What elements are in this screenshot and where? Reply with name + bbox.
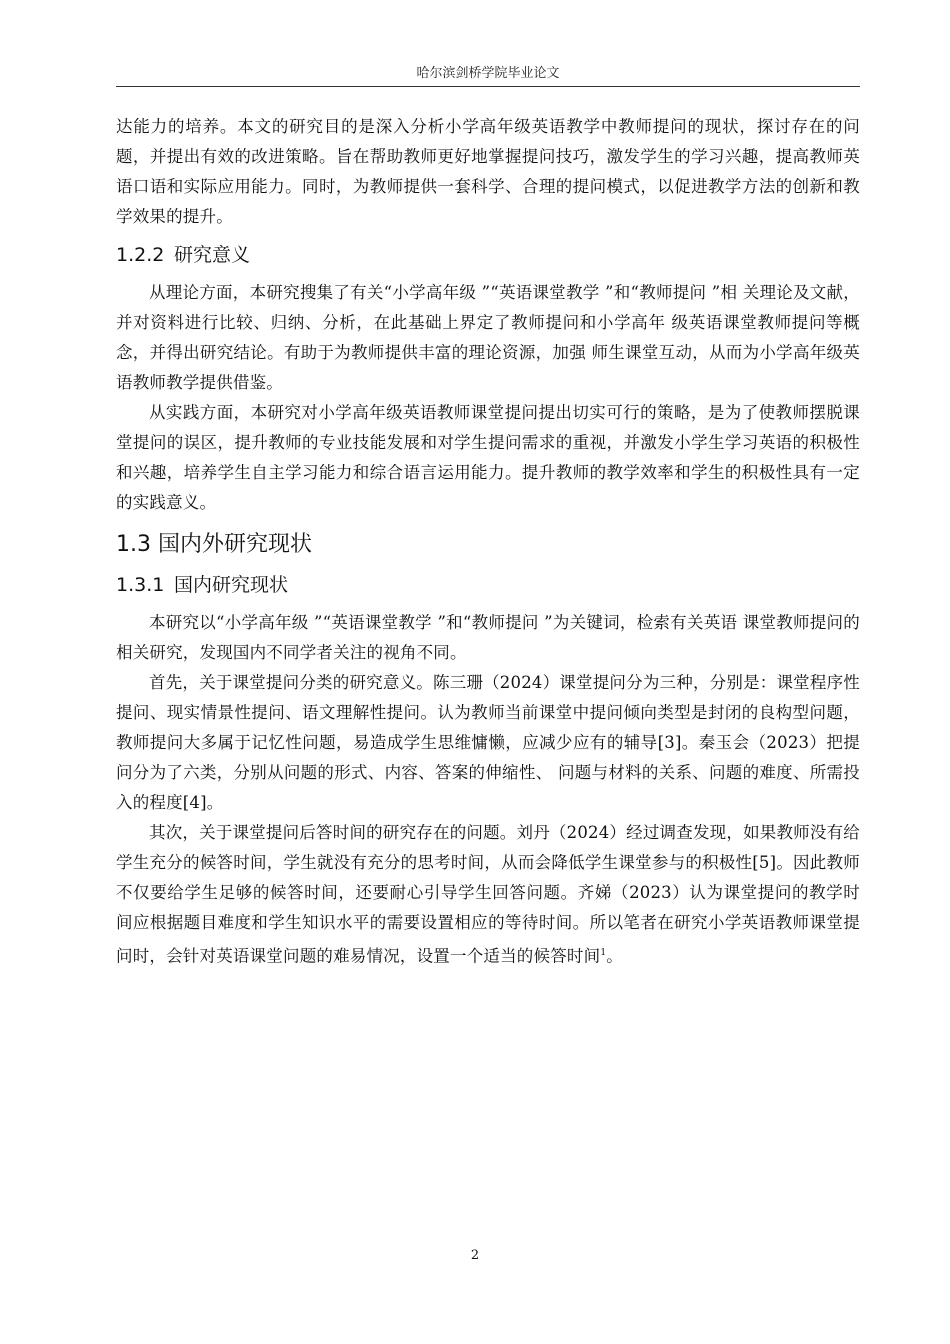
- paragraph-end: 。: [606, 946, 623, 966]
- section-title: 国内研究现状: [174, 574, 289, 596]
- paragraph-text: 其次，关于课堂提问后答时间的研究存在的问题。刘丹（2024）经过调查发现，如果教师没有给学生充分的候答时间，学生就没有充分的思考时间，从而会降低学生课堂参与的积极性[5]。因此教师不仅要给学生足够的候答时间，还要耐心引导学生回答问题。齐娣（2023）认为课堂提问的教学时间应根据题目难度和学生知识水平的需要设置相应的等待时间。所以笔者在研究小学英语教师课堂提问时，会针对英语课堂问题的难易情况，设置一个适当的候答时间: [116, 823, 860, 966]
- section-number: 1.2.2: [116, 244, 165, 266]
- running-header: 哈尔滨剑桥学院毕业论文: [416, 66, 560, 81]
- page-body: [116, 112, 860, 972]
- paragraph-continued: 达能力的培养。本文的研究目的是深入分析小学高年级英语教学中教师提问的现状，探讨存在的问题，并提出有效的改进策略。旨在帮助教师更好地掌握提问技巧，激发学生的学习兴趣，提高教师英语口语和实际应用能力。同时，为教师提供一套科学、合理的提问模式，以促进教学方法的创新和教学效果的提升。: [116, 117, 860, 226]
- paragraph-classification: 首先，关于课堂提问分类的研究意义。陈三珊（2024）课堂提问分为三种，分别是：课堂程序性提问、现实情景性提问、语文理解性提问。认为教师当前课堂中提问倾向类型是封闭的良构型问题，教师提问大多属于记忆性问题，易造成学生思维慵懒，应减少应有的辅导[3]。秦玉会（2023）把提问分为了六类，分别从问题的形式、内容、答案的伸缩性、 问题与材料的关系、问题的难度、所需投入的程度[4]。: [116, 673, 860, 812]
- section-heading-1-3: [116, 528, 860, 562]
- paragraph-keywords: 本研究以“小学高年级 ”“英语课堂教学 ”和“教师提问 ”为关键词，检索有关英语 课堂教师提问的相关研究，发现国内不同学者关注的视角不同。: [116, 613, 860, 662]
- section-heading-1-3-1: [116, 570, 860, 600]
- paragraph-practice: 从实践方面，本研究对小学高年级英语教师课堂提问提出切实可行的策略，是为了使教师摆脱课堂提问的误区，提升教师的专业技能发展和对学生提问需求的重视，并激发小学生学习英语的积极性和兴趣，培养学生自主学习能力和综合语言运用能力。提升教师的教学效率和学生的积极性具有一定的实践意义。: [116, 403, 860, 512]
- section-number: 1.3: [116, 532, 151, 557]
- section-title: 国内外研究现状: [158, 532, 313, 557]
- paragraph-wait-time: [116, 818, 860, 972]
- paragraph-theory: 从理论方面，本研究搜集了有关“小学高年级 ”“英语课堂教学 ”和“教师提问 ”相 关理论及文献，并对资料进行比较、归纳、分析，在此基础上界定了教师提问和小学高年 级英语课堂教师提问等概念，并得出研究结论。有助于为教师提供丰富的理论资源，加强 师生课堂互动，从而为小学高年级英语教师教学提供借鉴。: [116, 283, 860, 392]
- section-heading-1-2-2: [116, 240, 860, 270]
- header-divider: [116, 86, 860, 87]
- section-number: 1.3.1: [116, 574, 165, 596]
- section-title: 研究意义: [174, 244, 251, 266]
- footnote-marker: 1: [600, 948, 607, 958]
- page-number: 2: [470, 1248, 480, 1263]
